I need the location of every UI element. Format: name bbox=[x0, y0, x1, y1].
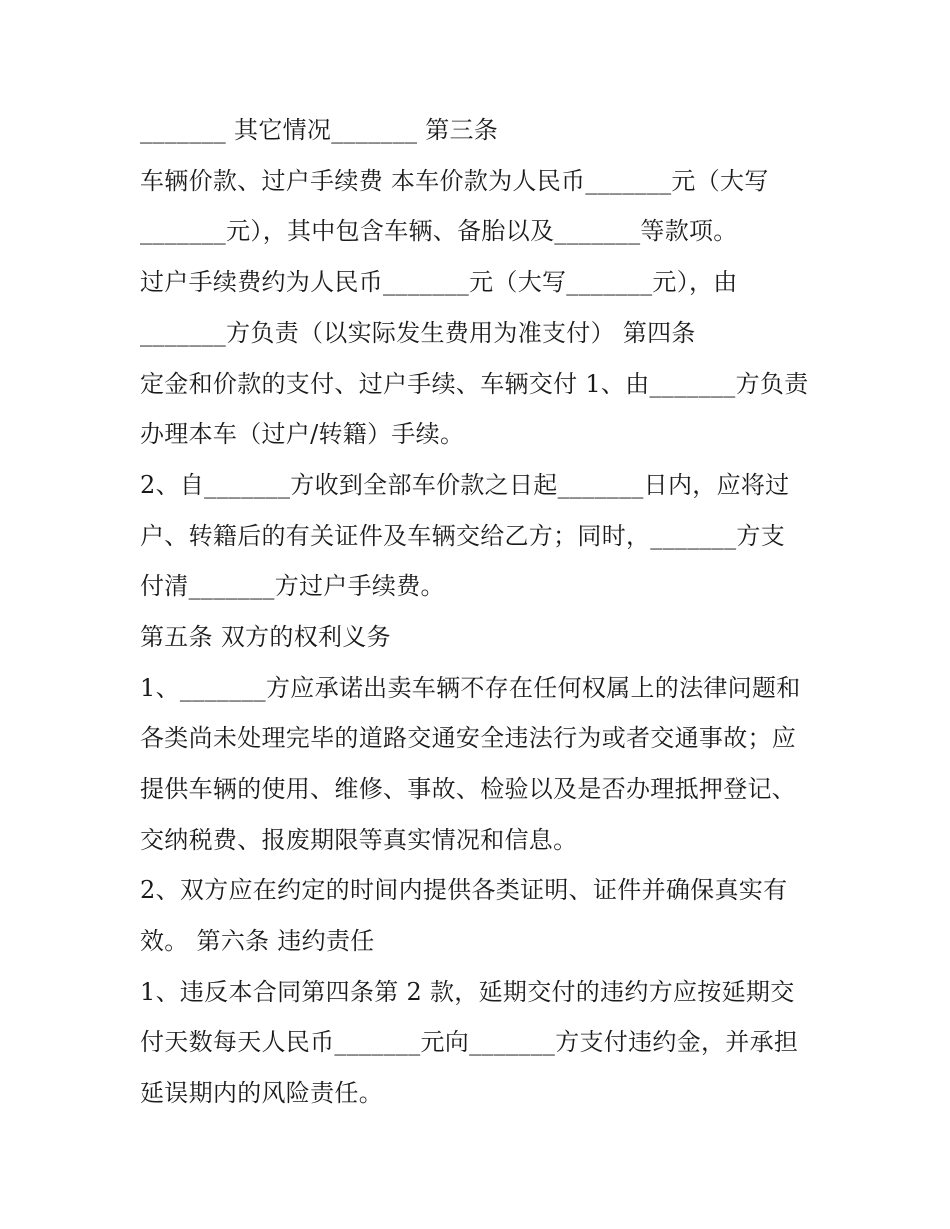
text-line-19: 付天数每天人民币_______元向_______方支付违约金，并承担 bbox=[140, 1028, 799, 1056]
text-line-8: 2、自_______方收到全部车价款之日起_______日内，应将过 bbox=[140, 471, 790, 499]
text-line-3: _______元），其中包含车辆、备胎以及_______等款项。 bbox=[140, 217, 738, 245]
text-line-15: 交纳税费、报废期限等真实情况和信息。 bbox=[140, 826, 578, 854]
text-line-5: _______方负责（以实际发生费用为准支付） 第四条 bbox=[140, 319, 696, 347]
text-line-17: 效。 第六条 违约责任 bbox=[140, 927, 375, 955]
text-line-14: 提供车辆的使用、维修、事故、检验以及是否办理抵押登记、 bbox=[140, 775, 797, 803]
text-line-18: 1、违反本合同第四条第 2 款，延期交付的违约方应按延期交 bbox=[140, 978, 795, 1006]
text-line-12: 1、_______方应承诺出卖车辆不存在任何权属上的法律问题和 bbox=[140, 674, 801, 702]
text-line-7: 办理本车（过户/转籍）手续。 bbox=[140, 420, 465, 448]
text-line-4: 过户手续费约为人民币_______元（大写_______元），由 bbox=[140, 268, 738, 296]
text-line-16: 2、双方应在约定的时间内提供各类证明、证件并确保真实有 bbox=[140, 876, 788, 904]
text-line-20: 延误期内的风险责任。 bbox=[140, 1079, 383, 1107]
section-heading-article-5: 第五条 双方的权利义务 bbox=[140, 623, 391, 651]
text-line-10: 付清_______方过户手续费。 bbox=[140, 572, 445, 600]
text-line-6: 定金和价款的支付、过户手续、车辆交付 1、由_______方负责 bbox=[140, 370, 809, 398]
text-line-13: 各类尚未处理完毕的道路交通安全违法行为或者交通事故；应 bbox=[140, 724, 797, 752]
text-line-1: _______ 其它情况_______ 第三条 bbox=[140, 116, 499, 144]
text-line-2: 车辆价款、过户手续费 本车价款为人民币_______元（大写 bbox=[140, 167, 769, 195]
text-line-9: 户、转籍后的有关证件及车辆交给乙方；同时，_______方支 bbox=[140, 522, 785, 550]
